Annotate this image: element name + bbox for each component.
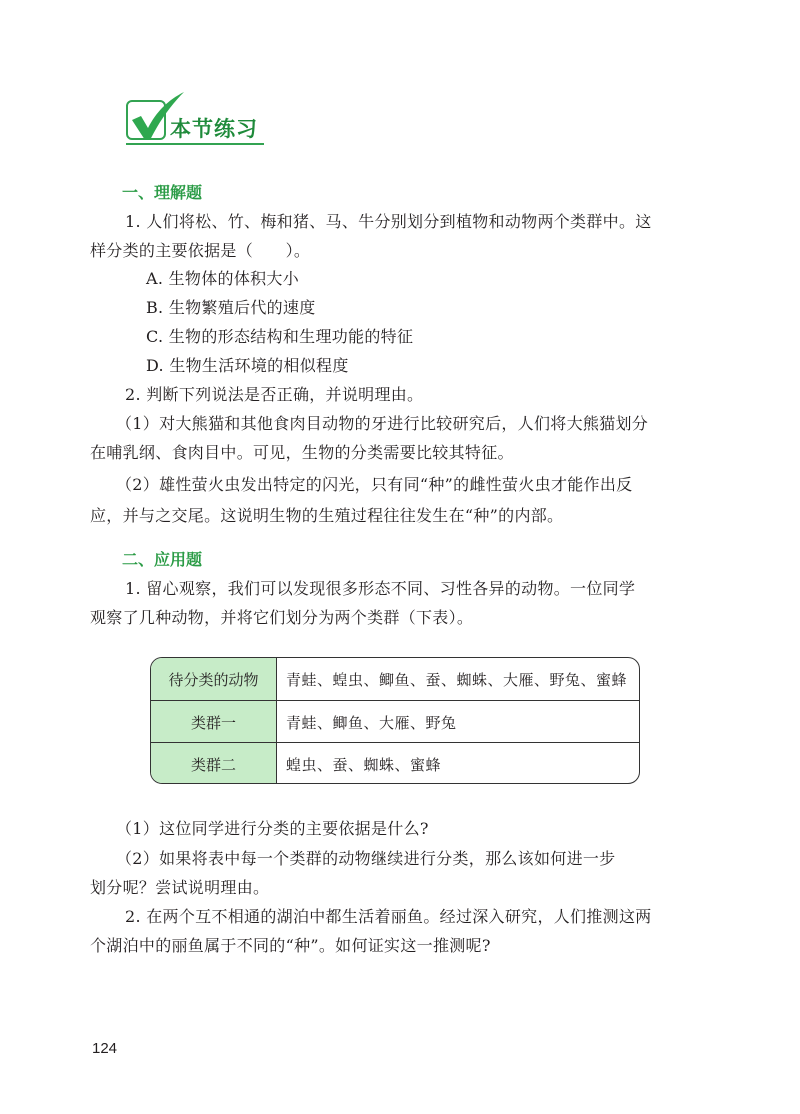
table-header-cell: 待分类的动物 xyxy=(151,658,277,700)
question-text: 应，并与之交尾。这说明生物的生殖过程往往发生在“种”的内部。 xyxy=(90,506,564,525)
table-header-cell: 类群一 xyxy=(151,701,277,743)
header-underline xyxy=(126,143,264,145)
question-text: （2）雄性萤火虫发出特定的闪光，只有同“种”的雌性萤火虫才能作出反 xyxy=(116,475,633,494)
question-text: （1）对大熊猫和其他食肉目动物的牙进行比较研究后，人们将大熊猫划分 xyxy=(116,414,649,433)
section-header-title: 本节练习 xyxy=(170,117,258,141)
table-cell: 蝗虫、蚕、蜘蛛、蜜蜂 xyxy=(286,755,442,774)
table-cell: 青蛙、鲫鱼、大雁、野兔 xyxy=(286,713,457,732)
question-text: 划分呢？尝试说明理由。 xyxy=(90,878,270,897)
question-text: 样分类的主要依据是（ ）。 xyxy=(90,241,311,260)
section-title-comprehension: 一、理解题 xyxy=(122,183,203,202)
question-text: 2. 在两个互不相通的湖泊中都生活着丽鱼。经过深入研究，人们推测这两 xyxy=(125,907,652,926)
option-a: A. 生物体的体积大小 xyxy=(146,269,300,288)
question-text: 2. 判断下列说法是否正确，并说明理由。 xyxy=(125,385,424,404)
question-text: 在哺乳纲、食肉目中。可见，生物的分类需要比较其特征。 xyxy=(90,443,514,462)
table-cell: 青蛙、蝗虫、鲫鱼、蚕、蜘蛛、大雁、野兔、蜜蜂 xyxy=(286,670,628,689)
section-title-application: 二、应用题 xyxy=(122,550,203,569)
question-text: （2）如果将表中每一个类群的动物继续进行分类，那么该如何进一步 xyxy=(116,849,616,868)
table-row xyxy=(151,742,639,784)
option-c: C. 生物的形态结构和生理功能的特征 xyxy=(146,327,414,346)
table-header-cell: 类群二 xyxy=(151,743,277,784)
question-text: 1. 留心观察，我们可以发现很多形态不同、习性各异的动物。一位同学 xyxy=(125,579,636,598)
question-text: 个湖泊中的丽鱼属于不同的“种”。如何证实这一推测呢? xyxy=(90,936,491,955)
page-number: 124 xyxy=(92,1040,118,1057)
question-text: （1）这位同学进行分类的主要依据是什么? xyxy=(116,819,429,838)
table-row xyxy=(151,700,639,743)
table-row xyxy=(151,658,639,700)
question-text: 1. 人们将松、竹、梅和猪、马、牛分别划分到植物和动物两个类群中。这 xyxy=(125,212,652,231)
question-text: 观察了几种动物，并将它们划分为两个类群（下表）。 xyxy=(90,608,474,627)
option-b: B. 生物繁殖后代的速度 xyxy=(146,298,316,317)
classification-table xyxy=(150,657,640,784)
option-d: D. 生物生活环境的相似程度 xyxy=(146,356,349,375)
